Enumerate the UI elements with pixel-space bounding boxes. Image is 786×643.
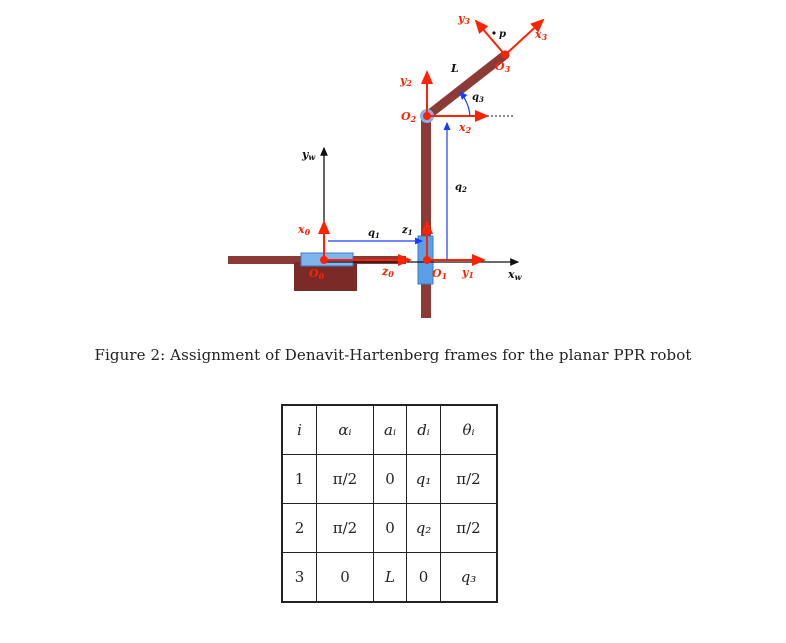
- label-q2: $q_2$: [455, 182, 467, 194]
- table-cell: 3: [282, 553, 317, 603]
- vertical-link: [421, 112, 431, 318]
- table-cell: 0: [317, 553, 374, 603]
- header-a: aᵢ: [374, 405, 407, 455]
- table-cell: L: [374, 553, 407, 603]
- label-x3: x3: [535, 28, 548, 42]
- table-cell: 2: [282, 504, 317, 553]
- label-z1: $z_1$: [402, 225, 413, 237]
- label-O2: O2: [401, 110, 417, 124]
- table-cell: 1: [282, 455, 317, 504]
- label-O3: O3: [495, 60, 511, 74]
- label-L: L: [451, 62, 459, 75]
- O2-point: [423, 112, 431, 120]
- label-q1: $q_1$: [368, 228, 380, 240]
- O0-point: [320, 256, 328, 264]
- O3-point: [501, 51, 509, 59]
- table-header-row: [282, 405, 497, 455]
- label-z0: z0: [382, 265, 394, 279]
- O1-point: [423, 256, 431, 264]
- table-cell: π/2: [317, 455, 374, 504]
- label-y2: y2: [400, 74, 412, 88]
- table-row: [282, 504, 497, 553]
- label-x0: x0: [298, 223, 311, 237]
- link-L: [427, 55, 505, 116]
- label-O0: O0: [309, 267, 325, 281]
- table-cell: q₃: [441, 553, 498, 603]
- label-O1: O1: [432, 267, 448, 281]
- table-cell: π/2: [317, 504, 374, 553]
- label-y1: y1: [462, 266, 474, 280]
- label-y3: y3: [458, 12, 470, 26]
- label-p: p: [499, 29, 506, 40]
- header-i: i: [282, 405, 317, 455]
- table-row: [282, 455, 497, 504]
- table-row: [282, 553, 497, 603]
- label-xw: xw: [508, 268, 522, 282]
- header-alpha: αᵢ: [317, 405, 374, 455]
- label-yw: yw: [302, 148, 316, 162]
- dh-parameter-table: [281, 404, 498, 603]
- table-cell: q₁: [407, 455, 441, 504]
- header-d: dᵢ: [407, 405, 441, 455]
- table-cell: q₂: [407, 504, 441, 553]
- p-point: [492, 31, 495, 34]
- figure-caption: Figure 2: Assignment of Denavit-Hartenberg frames for the planar PPR robot: [94, 346, 692, 364]
- table-cell: 0: [374, 504, 407, 553]
- table-cell: 0: [374, 455, 407, 504]
- header-theta: θᵢ: [441, 405, 498, 455]
- label-q3: $q_3$: [472, 92, 484, 104]
- table-cell: π/2: [441, 455, 498, 504]
- table-cell: π/2: [441, 504, 498, 553]
- q3-arc: [460, 92, 470, 116]
- table-cell: 0: [407, 553, 441, 603]
- label-x2: x2: [459, 121, 472, 135]
